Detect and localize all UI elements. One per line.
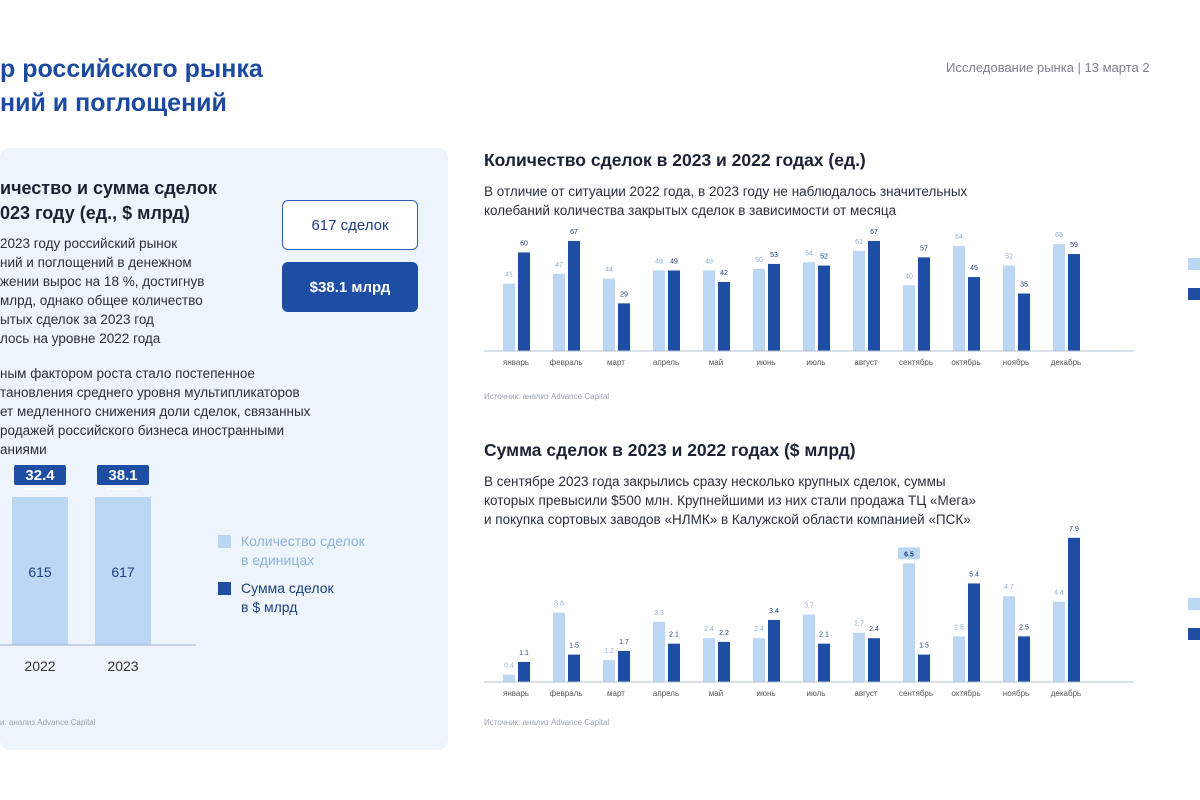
bar-2022	[668, 644, 680, 682]
panel-source: и: анализ Advance Capital	[0, 718, 96, 727]
month-label: июль	[806, 689, 826, 698]
month-label: октябрь	[951, 689, 981, 698]
month-label: август	[854, 358, 878, 367]
value-label-2022: 49	[670, 258, 678, 266]
month-label: ноябрь	[1002, 689, 1030, 698]
legend-count	[218, 532, 365, 570]
legend-count-label: Количество сделок в единицах	[241, 533, 365, 568]
value-label-2023: 4.4	[1054, 589, 1064, 597]
month-label: июнь	[756, 358, 776, 367]
bar-2023	[503, 284, 515, 351]
value-label-2022: 45	[970, 265, 978, 273]
bar-2023	[653, 271, 665, 352]
value-label-2022: 2.2	[719, 629, 729, 637]
value-label-2023: 50	[755, 256, 763, 264]
bar-2022	[518, 252, 530, 351]
month-label: май	[708, 689, 724, 698]
legend-sum-swatch	[218, 582, 231, 595]
month-label: декабрь	[1050, 689, 1082, 698]
bar-2022	[818, 266, 830, 351]
bar-2022	[868, 241, 880, 351]
value-label-2023: 49	[655, 258, 663, 266]
count-chart-subtitle: В отличие от ситуации 2022 года, в 2023 году не наблюдалось значительных колебаний количества закрытых сделок в зависимости от месяца	[484, 184, 968, 218]
value-label-2022: 5.4	[969, 571, 979, 579]
bar-2022	[1068, 254, 1080, 351]
value-label-2023: 2.7	[854, 620, 864, 628]
value-label-2022: 35	[1020, 281, 1028, 289]
bar-2022	[718, 282, 730, 351]
kpi-deals-count: 617 сделок	[282, 200, 418, 250]
sum-chart-title: Сумма сделок в 2023 и 2022 годах ($ млрд)	[484, 440, 856, 460]
bar-2023	[803, 262, 815, 351]
bar-2023	[753, 638, 765, 682]
page-title-line2: ний и поглощений	[0, 89, 227, 117]
month-label: октябрь	[951, 358, 981, 367]
month-label: декабрь	[1050, 358, 1082, 367]
value-label-2023: 1.2	[604, 648, 614, 656]
month-label: май	[708, 358, 724, 367]
value-label-2022: 59	[1070, 242, 1078, 250]
bar-2023	[603, 660, 615, 682]
month-label: февраль	[549, 689, 583, 698]
bar-2023	[553, 274, 565, 351]
bar-2023	[853, 633, 865, 682]
bar-2023	[953, 636, 965, 682]
bar-2023	[803, 614, 815, 682]
value-label-2023: 40	[905, 273, 913, 281]
bar-2022	[1068, 538, 1080, 682]
bar-2022	[918, 655, 930, 682]
legend-count-swatch	[218, 535, 231, 548]
value-label-2023: 6.5	[904, 551, 914, 559]
month-label: март	[607, 358, 625, 367]
bar-2023	[1003, 266, 1015, 351]
value-label-2022: 60	[520, 240, 528, 248]
value-label-2023: 3.7	[804, 602, 814, 610]
year-category-label: 2022	[24, 658, 56, 674]
bar-2023	[903, 563, 915, 682]
bar-2022	[1018, 636, 1030, 682]
bar-2022	[768, 620, 780, 682]
value-label-2022: 1.5	[569, 642, 579, 650]
value-label-2023: 41	[505, 271, 513, 279]
value-label-2022: 57	[920, 245, 928, 253]
value-label-2023: 61	[855, 238, 863, 246]
bar-2023	[753, 269, 765, 351]
bar-2023	[853, 251, 865, 351]
bar-2022	[718, 642, 730, 682]
bar-2022	[618, 651, 630, 682]
value-label-2022: 2.5	[1019, 624, 1029, 632]
value-label-2022: 52	[820, 253, 828, 261]
monthly-count-chart	[484, 228, 1144, 377]
monthly-sum-chart	[484, 525, 1144, 707]
bar-2022	[1018, 294, 1030, 352]
bar-2022	[868, 638, 880, 682]
value-label-2023: 65	[1055, 232, 1063, 240]
bar-2023	[553, 613, 565, 682]
value-label-2023: 44	[605, 266, 613, 274]
value-label-2023: 54	[805, 250, 813, 258]
bar-2022	[668, 271, 680, 352]
summary-title: ичество и сумма сделок 023 году (ед., $ млрд)	[0, 178, 217, 223]
count-legend-swatch-dark	[1188, 288, 1200, 300]
bar-2023	[603, 279, 615, 351]
month-label: март	[607, 689, 625, 698]
page-title-line1: р российского рынка	[0, 55, 263, 83]
month-label: август	[854, 689, 878, 698]
bar-2023	[703, 638, 715, 682]
report-meta: Исследование рынка | 13 марта 2	[946, 60, 1150, 75]
bar-2023	[953, 246, 965, 351]
value-label-2023: 47	[555, 261, 563, 269]
month-label: сентябрь	[898, 689, 934, 698]
count-chart-source: Источник: анализ Advance Capital	[484, 392, 610, 401]
bar-2023	[503, 675, 515, 682]
bar-2022	[918, 257, 930, 351]
value-label-2023: 49	[705, 258, 713, 266]
month-label: сентябрь	[898, 358, 934, 367]
value-label-2023: 0.4	[504, 662, 514, 670]
count-chart-title: Количество сделок в 2023 и 2022 годах (ед.)	[484, 150, 866, 170]
value-label-2022: 67	[570, 228, 578, 236]
count-legend-swatch-light	[1188, 258, 1200, 270]
value-label-2023: 3.3	[654, 609, 664, 617]
value-label-2022: 29	[620, 291, 628, 299]
value-label-2023: 4.7	[1004, 584, 1014, 592]
value-label-2023: 64	[955, 233, 963, 241]
value-label-2023: 2.4	[754, 626, 764, 634]
value-label-2022: 7.9	[1069, 525, 1079, 533]
value-label-2022: 1.5	[919, 642, 929, 650]
bar-2023	[1053, 244, 1065, 351]
month-label: июнь	[756, 689, 776, 698]
bar-2023	[1003, 596, 1015, 682]
summary-paragraph-2: ным фактором роста стало постепенное тановления среднего уровня мультипликаторов ет медленного снижения доли сделок, связанных родажей российского бизнеса иностранными аниями	[0, 366, 311, 457]
month-label: январь	[503, 358, 529, 367]
summary-paragraph-1: 2023 году российский рынок ний и поглощений в денежном жении вырос на 18 %, достигнув млрд, однако общее количество ытых сделок за 2023 год лось на уровне 2022 года	[0, 236, 205, 346]
legend-sum	[218, 579, 334, 617]
bar-2022	[618, 303, 630, 351]
year-count-label: 617	[111, 564, 135, 580]
bar-2023	[1053, 602, 1065, 682]
bar-2022	[768, 264, 780, 351]
sum-legend-swatch-light	[1188, 598, 1200, 610]
value-label-2023: 2.4	[704, 626, 714, 634]
value-label-2022: 2.4	[869, 626, 879, 634]
bar-2022	[968, 583, 980, 682]
year-sum-label: 32.4	[25, 467, 55, 484]
value-label-2023: 52	[1005, 253, 1013, 261]
bar-2023	[903, 285, 915, 351]
year-bar-gap	[107, 488, 139, 490]
value-label-2022: 3.4	[769, 607, 779, 615]
legend-sum-label: Сумма сделок в $ млрд	[241, 580, 334, 615]
bar-2022	[568, 655, 580, 682]
value-label-2022: 67	[870, 228, 878, 236]
kpi-deals-sum: $38.1 млрд	[282, 262, 418, 312]
bar-2023	[703, 271, 715, 352]
value-label-2022: 2.1	[819, 631, 829, 639]
month-label: апрель	[652, 689, 680, 698]
month-label: июль	[806, 358, 826, 367]
bar-2022	[818, 644, 830, 682]
value-label-2023: 2.5	[954, 624, 964, 632]
sum-chart-subtitle: В сентябре 2023 года закрылись сразу несколько крупных сделок, суммы которых превысили $500 млн. Крупнейшими из них стали продажа ТЦ «Мега» и покупка сортовых заводов «НЛМК» в Калужской области компанией «ПСК»	[484, 474, 976, 527]
value-label-2022: 1.1	[519, 649, 529, 657]
value-label-2022: 42	[720, 270, 728, 277]
month-label: февраль	[549, 358, 583, 367]
bar-2022	[518, 662, 530, 682]
value-label-2022: 1.7	[619, 638, 629, 646]
month-label: апрель	[652, 358, 680, 367]
year-bar-gap	[24, 488, 56, 490]
yearly-bar-chart	[0, 455, 200, 680]
month-label: январь	[503, 689, 529, 698]
bar-2023	[653, 622, 665, 682]
value-label-2022: 53	[770, 251, 778, 259]
sum-legend-swatch-dark	[1188, 628, 1200, 640]
month-label: ноябрь	[1002, 358, 1030, 367]
sum-chart-source: Источник: анализ Advance Capital	[484, 718, 610, 727]
bar-2022	[568, 241, 580, 351]
year-count-label: 615	[28, 564, 52, 580]
year-sum-label: 38.1	[108, 467, 138, 484]
page-title	[0, 52, 263, 120]
bar-2022	[968, 277, 980, 351]
year-category-label: 2023	[107, 658, 139, 674]
value-label-2022: 2.1	[669, 631, 679, 639]
value-label-2023: 3.8	[554, 600, 564, 608]
